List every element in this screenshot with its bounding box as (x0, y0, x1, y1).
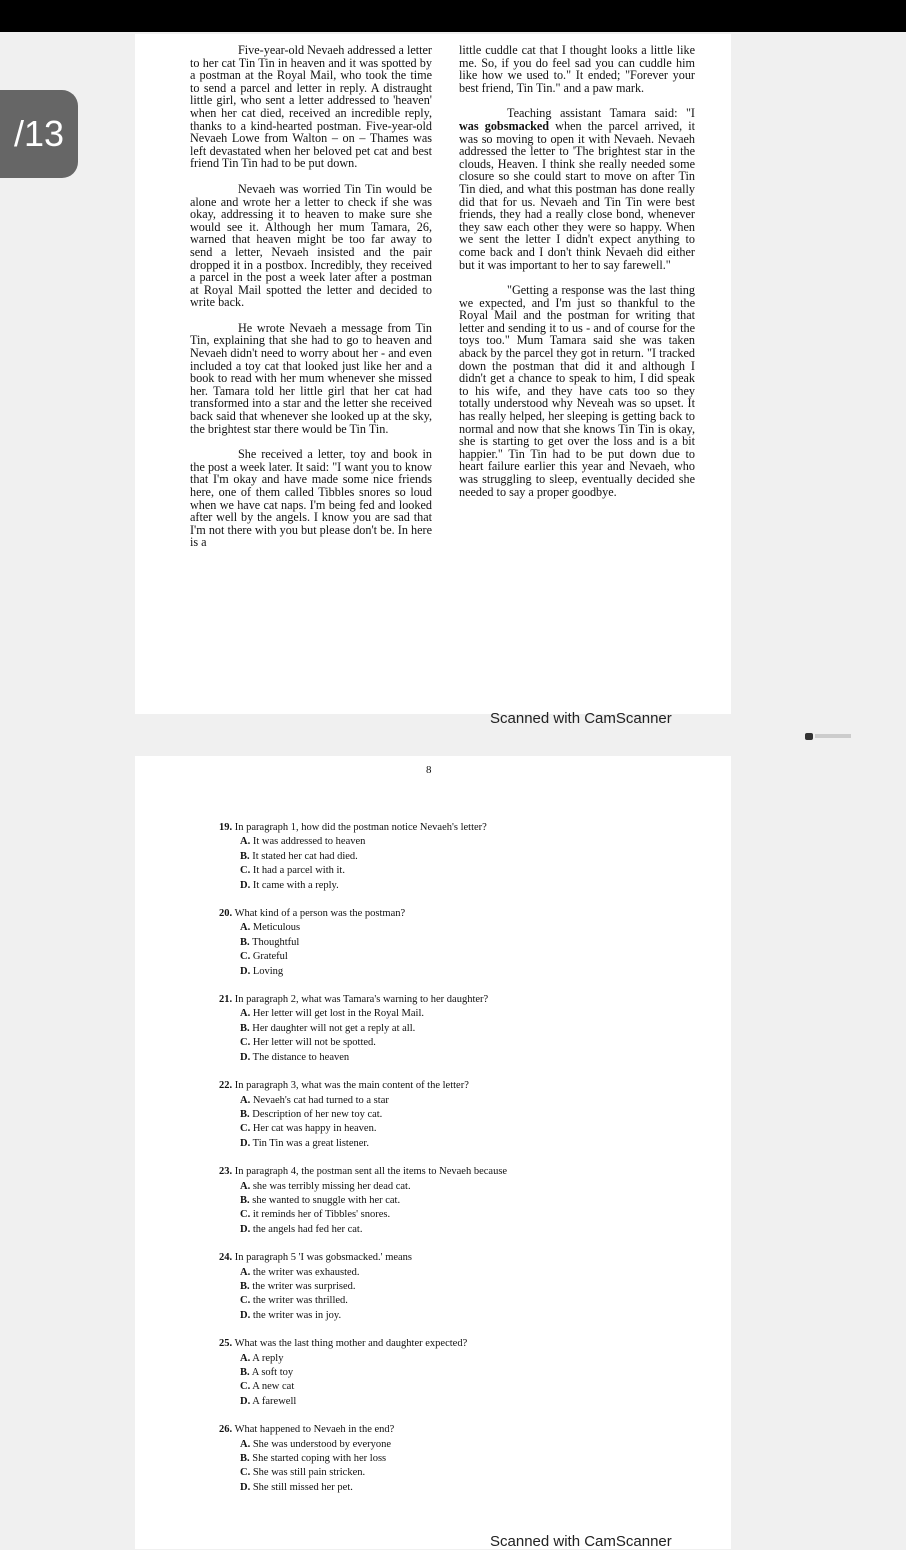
answer-option: B. It stated her cat had died. (240, 850, 358, 862)
question-stem: 26. What happened to Nevaeh in the end? (219, 1424, 395, 1436)
answer-option: B. she wanted to snuggle with her cat. (240, 1194, 401, 1206)
answer-option: A. Nevaeh's cat had turned to a star (240, 1094, 389, 1106)
answer-option: D. It came with a reply. (240, 879, 339, 891)
question-item (219, 1251, 699, 1323)
answer-option: D. Tin Tin was a great listener. (240, 1137, 369, 1149)
question-stem: 23. In paragraph 4, the postman sent all the items to Nevaeh because (219, 1166, 508, 1178)
page-indicator[interactable]: /13 (0, 90, 78, 178)
article-paragraph: "Getting a response was the last thing we expected, and I'm just so thankful to the Royal Mail and the postman for writing that letter and sending it to us - and of course for the toys too." Mum Tamara said she was taken aback by the parcel they got in return. "I tracked down the postman that did it and although I didn't get a chance to speak to him, I did speak to his wife, and they have cats too so they totally understood why Neveah was so upset. It has really helped, her sleeping is getting back to normal and now that she knows Tin Tin is okay, she is starting to get over the loss and is a bit happier." Tin Tin had to be put down due to heart failure earlier this year and Nevaeh, who was struggling to sleep, eventually decided she needed to say a proper goodbye. (459, 283, 695, 499)
article-right-column (459, 44, 695, 511)
answer-option: D. The distance to heaven (240, 1051, 350, 1063)
answer-option: B. She started coping with her loss (240, 1453, 387, 1465)
page-number: 8 (426, 764, 432, 776)
question-item (219, 907, 699, 979)
answer-option: C. it reminds her of Tibbles' snores. (240, 1209, 391, 1221)
question-stem: 19. In paragraph 1, how did the postman notice Nevaeh's letter? (219, 822, 487, 833)
answer-option: A. Her letter will get lost in the Royal Mail. (240, 1008, 425, 1020)
scanned-with-label: Scanned with CamScanner (490, 1533, 672, 1550)
gobsmacked-phrase: was gobsmacked (459, 118, 550, 133)
answer-option: B. Thoughtful (240, 936, 300, 948)
article-paragraph: He wrote Nevaeh a message from Tin Tin, explaining that she had to go to heaven and Nevaeh didn't need to worry about her - and even included a toy cat that looked just like her and a book to read with her mum whenever she missed her. Tamara told her little girl that her cat had transformed into a star and the letter she received back said that whenever she looked up at the sky, the brightest star there would be Tin Tin. (190, 320, 432, 436)
question-stem: 22. In paragraph 3, what was the main content of the letter? (219, 1080, 469, 1092)
question-item (219, 1423, 699, 1495)
article-paragraph: Five-year-old Nevaeh addressed a letter to her cat Tin Tin in heaven and it was spotted by a postman at the Royal Mail, who took the time to send a parcel and letter in reply. A distraught little girl, who sent a letter addressed to 'heaven' when her cat died, received an incredible reply, thanks to a kind-hearted postman. Five-year-old Nevaeh Lowe from Walton – on – Thames was left devastated when her beloved pet cat and best friend Tin Tin had to be put down. (190, 43, 432, 171)
answer-option: A. She was understood by everyone (240, 1438, 392, 1450)
question-item (219, 1079, 699, 1151)
answer-option: A. Meticulous (240, 922, 301, 934)
answer-option: D. Loving (240, 965, 284, 977)
answer-option: D. the writer was in joy. (240, 1309, 342, 1321)
question-item (219, 821, 699, 893)
article-paragraph: little cuddle cat that I thought looks a little like me. So, if you do feel sad you can cuddle him like how we used to." It ended; "Forever your best friend, Tin Tin." and a paw mark. (459, 43, 695, 95)
answer-option: A. A reply (240, 1352, 284, 1364)
scanned-with-label: Scanned with CamScanner (490, 710, 672, 727)
question-list (219, 821, 699, 1509)
question-item (219, 1165, 699, 1237)
article-left-column (190, 44, 432, 562)
answer-option: D. She still missed her pet. (240, 1481, 353, 1493)
question-item (219, 1337, 699, 1409)
question-stem: 20. What kind of a person was the postman? (219, 908, 406, 920)
question-stem: 25. What was the last thing mother and daughter expected? (219, 1338, 468, 1350)
answer-option: B. the writer was surprised. (240, 1280, 356, 1292)
answer-option: B. A soft toy (240, 1367, 294, 1378)
question-item (219, 993, 699, 1065)
answer-option: C. She was still pain stricken. (240, 1467, 366, 1479)
answer-option: C. It had a parcel with it. (240, 865, 345, 877)
question-stem: 21. In paragraph 2, what was Tamara's warning to her daughter? (219, 994, 489, 1006)
answer-option: B. Description of her new toy cat. (240, 1108, 383, 1120)
answer-option: C. the writer was thrilled. (240, 1295, 348, 1307)
answer-option: C. Her letter will not be spotted. (240, 1037, 376, 1049)
status-bar (0, 0, 906, 32)
answer-option: D. the angels had fed her cat. (240, 1223, 363, 1235)
answer-option: B. Her daughter will not get a reply at all. (240, 1022, 416, 1034)
answer-option: C. A new cat (240, 1381, 295, 1393)
answer-option: D. A farewell (240, 1395, 297, 1407)
article-paragraph: Teaching assistant Tamara said: "I was gobsmacked when the parcel arrived, it was so moving to open it with Nevaeh. Nevaeh addressed the letter to 'The brightest star in the clouds, Heaven. I think she really needed some closure so she could start to move on after Tin Tin died, and what this postman has done really did that for us. Nevaeh and Tin Tin were best friends, they had a really close bond, whenever they saw each other they were so happy. When we sent the letter I didn't expect anything to come back and I don't think Nevaeh did either but it was important to her to say farewell." (459, 106, 695, 272)
camscanner-icon (805, 733, 813, 740)
article-paragraph: Nevaeh was worried Tin Tin would be alone and wrote her a letter to check if she was okay, addressing it to heaven to make sure she would see it. Although her mum Tamara, 26, warned that heaven might be too far away to send a letter, Nevaeh insisted and the pair dropped it in a postbox. Incredibly, they received a parcel in the post a week later after a postman at Royal Mail spotted the letter and decided to write back. (190, 181, 432, 310)
answer-option: A. the writer was exhausted. (240, 1266, 360, 1278)
question-stem: 24. In paragraph 5 'I was gobsmacked.' means (219, 1252, 413, 1264)
camscanner-tiny-text (815, 734, 851, 738)
answer-option: C. Her cat was happy in heaven. (240, 1123, 377, 1135)
scanned-page-article (135, 34, 731, 714)
answer-option: A. It was addressed to heaven (240, 836, 366, 848)
article-paragraph: She received a letter, toy and book in the post a week later. It said: "I want you to know that I'm okay and have made some nice friends here, one of them called Tibbles snores so loud when we have cat naps. I'm being fed and looked after well by the angels. I know you are sad that I'm not there with you but please don't be. In here is a (190, 447, 432, 550)
scanned-page-questions (135, 756, 731, 1549)
answer-option: C. Grateful (240, 951, 288, 963)
answer-option: A. she was terribly missing her dead cat. (240, 1180, 411, 1192)
